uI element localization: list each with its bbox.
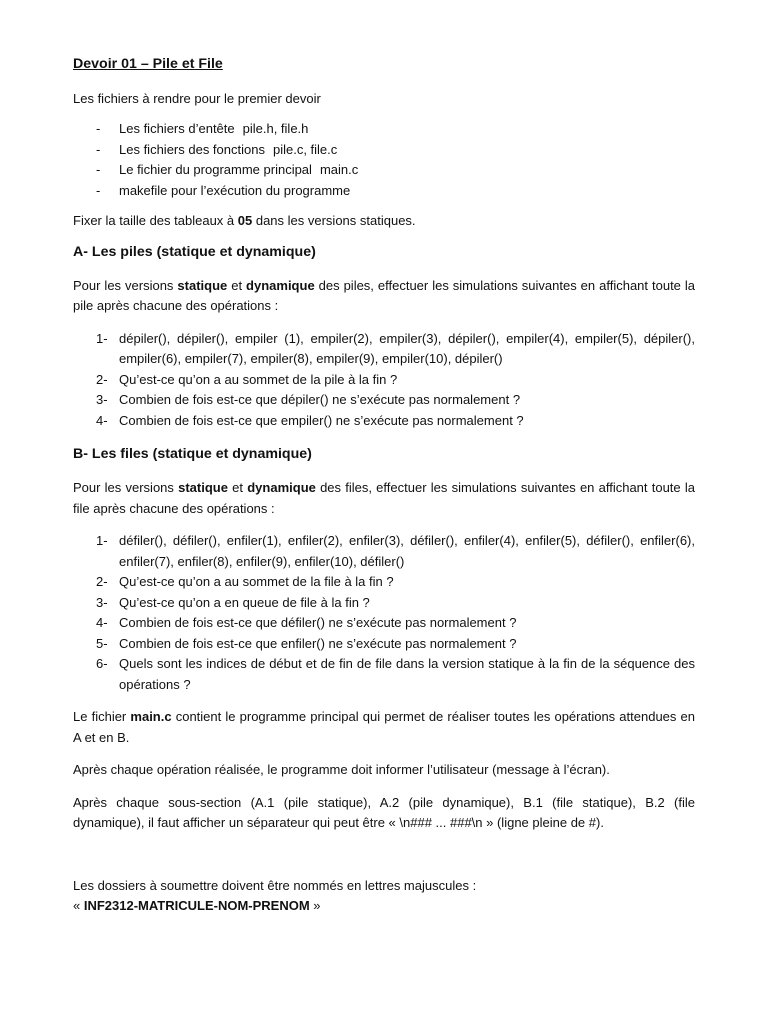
file-value: pile.h, file.h: [242, 121, 309, 136]
document-page: [73, 54, 695, 917]
item-number: 1-: [96, 533, 108, 548]
section-a-paragraph: [73, 276, 695, 317]
separator-paragraph: Après chaque sous-section (A.1 (pile statique), A.2 (pile dynamique), B.1 (file statique), B.2 (file dynamique), il faut afficher un séparateur qui peut être « \n### ... ###\n » (ligne pleine de #).: [73, 794, 695, 830]
list-item: [73, 140, 695, 161]
item-number: 3-: [96, 392, 108, 407]
file-label: Le fichier du programme principal: [119, 162, 312, 177]
bold-text: main.c: [130, 709, 172, 724]
text: contient le programme principal qui permet de réaliser toutes les opérations attendues en A et en B.: [73, 709, 695, 745]
text: des files, effectuer les simulations suivantes en affichant toute la file après chacune des opérations :: [73, 480, 695, 516]
text: »: [309, 898, 321, 913]
item-text: dépiler(), dépiler(), empiler (1), empiler(2), empiler(3), dépiler(), empiler(4), empiler(5), dépiler(), empiler(6), empiler(7), empiler(8), empiler(9), empiler(10), dépiler(): [119, 330, 695, 366]
intro-text: Les fichiers à rendre pour le premier devoir: [73, 90, 321, 106]
file-label: makefile pour l’exécution du programme: [119, 182, 351, 198]
text: Fixer la taille des tableaux à: [73, 213, 238, 228]
folders-line: Les dossiers à soumettre doivent être nommés en lettres majuscules :: [73, 877, 477, 893]
item-text: Quels sont les indices de début et de fin de file dans la version statique à la fin de la séquence des opérations ?: [119, 656, 695, 692]
item-number: 2-: [96, 574, 108, 589]
section-b-list: [73, 531, 695, 695]
section-b-heading: B- Les files (statique et dynamique): [73, 446, 312, 462]
list-item: [73, 593, 695, 614]
item-number: 5-: [96, 635, 108, 651]
folder-name: INF2312-MATRICULE-NOM-PRENOM: [83, 898, 310, 913]
file-label: Les fichiers des fonctions: [119, 141, 265, 157]
list-item: [73, 119, 695, 140]
section-b-paragraph: [73, 478, 695, 519]
list-item: [73, 390, 695, 411]
text: Pour les versions: [73, 480, 179, 495]
list-item: [73, 370, 695, 391]
file-value: pile.c, file.c: [272, 141, 338, 157]
text: «: [73, 898, 84, 913]
spacer: [73, 846, 695, 876]
document-title: Devoir 01 – Pile et File: [73, 56, 223, 72]
bold-text: 05: [237, 213, 253, 228]
item-number: 3-: [96, 594, 108, 610]
list-item: [73, 181, 695, 202]
main-file-paragraph: [73, 707, 695, 748]
file-value: main.c: [319, 162, 359, 177]
list-item: [73, 654, 695, 695]
text: dans les versions statiques.: [252, 213, 416, 228]
section-a-list: [73, 329, 695, 432]
list-item: [73, 160, 695, 181]
bold-text: dynamique: [246, 277, 315, 293]
list-item: [73, 572, 695, 593]
item-number: 6-: [96, 656, 108, 671]
item-text: Combien de fois est-ce que dépiler() ne s’exécute pas normalement ?: [119, 392, 521, 407]
text: Le fichier: [73, 709, 131, 724]
text: des piles, effectuer les simulations suivantes en affichant toute la pile après chacune des opérations :: [73, 277, 695, 313]
item-number: 1-: [96, 330, 108, 346]
item-text: Qu’est-ce qu’on a en queue de file à la fin ?: [119, 594, 370, 610]
item-number: 2-: [96, 371, 108, 387]
file-label: Les fichiers d’entête: [119, 121, 235, 136]
text: Pour les versions: [73, 277, 178, 293]
array-size-note: [73, 211, 695, 232]
folder-name-line: [73, 896, 695, 917]
item-text: Combien de fois est-ce que défiler() ne s’exécute pas normalement ?: [119, 615, 517, 630]
list-item: [73, 613, 695, 634]
list-item: [73, 634, 695, 655]
section-a-heading: A- Les piles (statique et dynamique): [73, 243, 316, 260]
item-text: défiler(), défiler(), enfiler(1), enfiler(2), enfiler(3), défiler(), enfiler(4), enfiler(5), défiler(), enfiler(6), enfiler(7), enfiler(8), enfiler(9), enfiler(10), défiler(): [119, 533, 695, 569]
list-item: [73, 531, 695, 572]
files-list: [73, 119, 695, 201]
bold-text: dynamique: [247, 480, 316, 495]
list-item: [73, 411, 695, 432]
item-number: 4-: [96, 615, 108, 630]
item-text: Combien de fois est-ce que empiler() ne s’exécute pas normalement ?: [119, 412, 524, 428]
item-text: Qu’est-ce qu’on a au sommet de la pile à la fin ?: [119, 371, 398, 387]
text: et: [227, 480, 248, 495]
bold-text: statique: [177, 277, 228, 293]
info-paragraph: Après chaque opération réalisée, le programme doit informer l’utilisateur (message à l’écran).: [73, 762, 610, 777]
item-text: Qu’est-ce qu’on a au sommet de la file à la fin ?: [119, 574, 394, 589]
text: et: [227, 277, 247, 293]
item-number: 4-: [96, 412, 108, 428]
list-item: [73, 329, 695, 370]
item-text: Combien de fois est-ce que enfiler() ne s’exécute pas normalement ?: [119, 635, 517, 651]
bold-text: statique: [178, 480, 228, 495]
